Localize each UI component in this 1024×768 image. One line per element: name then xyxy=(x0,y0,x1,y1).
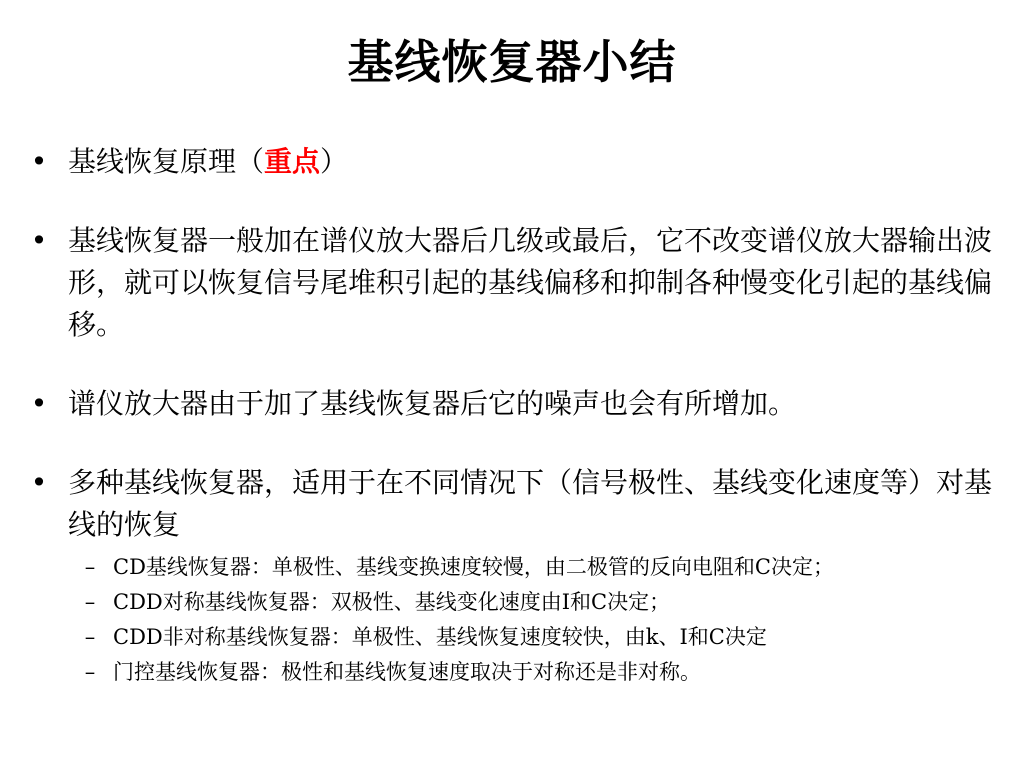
bullet-text: 基线恢复原理（ xyxy=(68,145,265,178)
sub-item-cd-restorer xyxy=(66,550,992,585)
bullet-text-end: ） xyxy=(320,145,349,178)
sub-item-text: CDD非对称基线恢复器：单极性、基线恢复速度较快，由k、I和C决定 xyxy=(113,625,767,649)
highlight-text: 重点 xyxy=(264,145,321,178)
sub-bullet-marker: – xyxy=(84,625,96,649)
bullet-marker: • xyxy=(30,387,48,420)
sub-item-cdd-symmetric xyxy=(66,585,992,620)
bullet-item-placement xyxy=(0,220,1024,346)
sub-item-text: CD基线恢复器：单极性、基线变换速度较慢，由二极管的反向电阻和C决定； xyxy=(113,555,834,579)
bullet-text: 基线恢复器一般加在谱仪放大器后几级或最后，它不改变谱仪放大器输出波形，就可以恢复信号尾堆积引起的基线偏移和抑制各种慢变化引起的基线偏移。 xyxy=(68,224,993,341)
bullet-marker: • xyxy=(30,145,48,178)
bullet-text: 谱仪放大器由于加了基线恢复器后它的噪声也会有所增加。 xyxy=(68,387,797,420)
sub-item-text: CDD对称基线恢复器：双极性、基线变化速度由I和C决定； xyxy=(113,590,671,614)
sub-bullet-marker: – xyxy=(84,555,96,579)
bullet-list xyxy=(0,141,1024,690)
sub-bullet-marker: – xyxy=(84,590,96,614)
bullet-item-noise xyxy=(0,383,1024,425)
bullet-text: 多种基线恢复器，适用于在不同情况下（信号极性、基线变化速度等）对基线的恢复 xyxy=(68,466,993,541)
sub-item-text: 门控基线恢复器：极性和基线恢复速度取决于对称还是非对称。 xyxy=(113,660,701,684)
sub-item-cdd-asymmetric xyxy=(66,620,992,655)
bullet-item-principle xyxy=(0,141,1024,183)
sub-bullet-marker: – xyxy=(84,660,96,684)
sub-item-gated-restorer xyxy=(66,655,992,690)
bullet-marker: • xyxy=(30,224,48,257)
bullet-marker: • xyxy=(30,466,48,499)
bullet-item-types xyxy=(0,462,1024,690)
slide-title: 基线恢复器小结 xyxy=(347,35,677,89)
sub-bullet-list xyxy=(68,550,992,690)
